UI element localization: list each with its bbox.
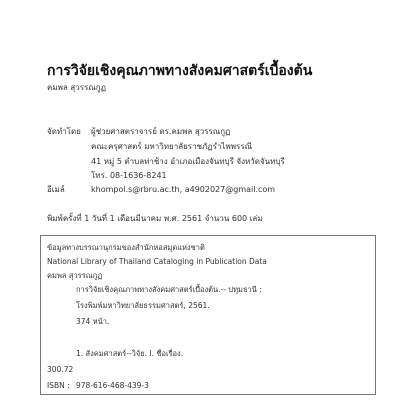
- cip-isbn-label: ISBN :: [47, 381, 70, 390]
- cip-entry-line-2: โรงพิมพ์มหาวิทยาลัยธรรมศาสตร์, 2561.: [76, 301, 210, 310]
- email-label: อีเมล์: [47, 185, 65, 194]
- cip-entry-line-1: การวิจัยเชิงคุณภาพทางสังคมศาสตร์เบื้องต้น.-- ปทุมธานี :: [76, 285, 262, 294]
- cip-heading-en: National Library of Thailand Cataloging in Publication Data: [47, 257, 267, 266]
- cip-heading-th: ข้อมูลทางบรรณานุกรมของสำนักหอสมุดแห่งชาติ: [47, 243, 205, 252]
- book-title: การวิจัยเชิงคุณภาพทางสังคมศาสตร์เบื้องต้น: [47, 63, 313, 79]
- publisher-line-4: โทร. 08-1636-8241: [91, 171, 167, 180]
- cip-isbn: 978-616-468-439-3: [76, 381, 149, 390]
- cip-class-number: 300.72: [47, 365, 74, 374]
- publisher-line-2: คณะครุศาสตร์ มหาวิทยาลัยราชภัฏรำไพพรรณี: [91, 142, 253, 151]
- email-value: khompol.s@rbru.ac.th, a4902027@gmail.com: [91, 185, 276, 194]
- publisher-line-3: 41 หมู่ 5 ตำบลท่าช้าง อำเภอเมืองจันทบุรี จังหวัดจันทบุรี: [91, 157, 285, 166]
- cip-author: คมพล สุวรรณกูฏ: [47, 271, 103, 280]
- cip-subjects: 1. สังคมศาสตร์--วิจัย. I. ชื่อเรื่อง.: [76, 349, 184, 358]
- publisher-label: จัดทำโดย: [47, 127, 81, 136]
- book-author: คมพล สุวรรณกูฏ: [47, 83, 106, 92]
- publisher-line-1: ผู้ช่วยศาสตราจารย์ ดร.คมพล สุวรรณกูฏ: [91, 127, 231, 136]
- print-info: พิมพ์ครั้งที่ 1 วันที่ 1 เดือนมีนาคม พ.ศ. 2561 จำนวน 600 เล่ม: [47, 214, 263, 223]
- cip-pages: 374 หน้า.: [76, 317, 110, 326]
